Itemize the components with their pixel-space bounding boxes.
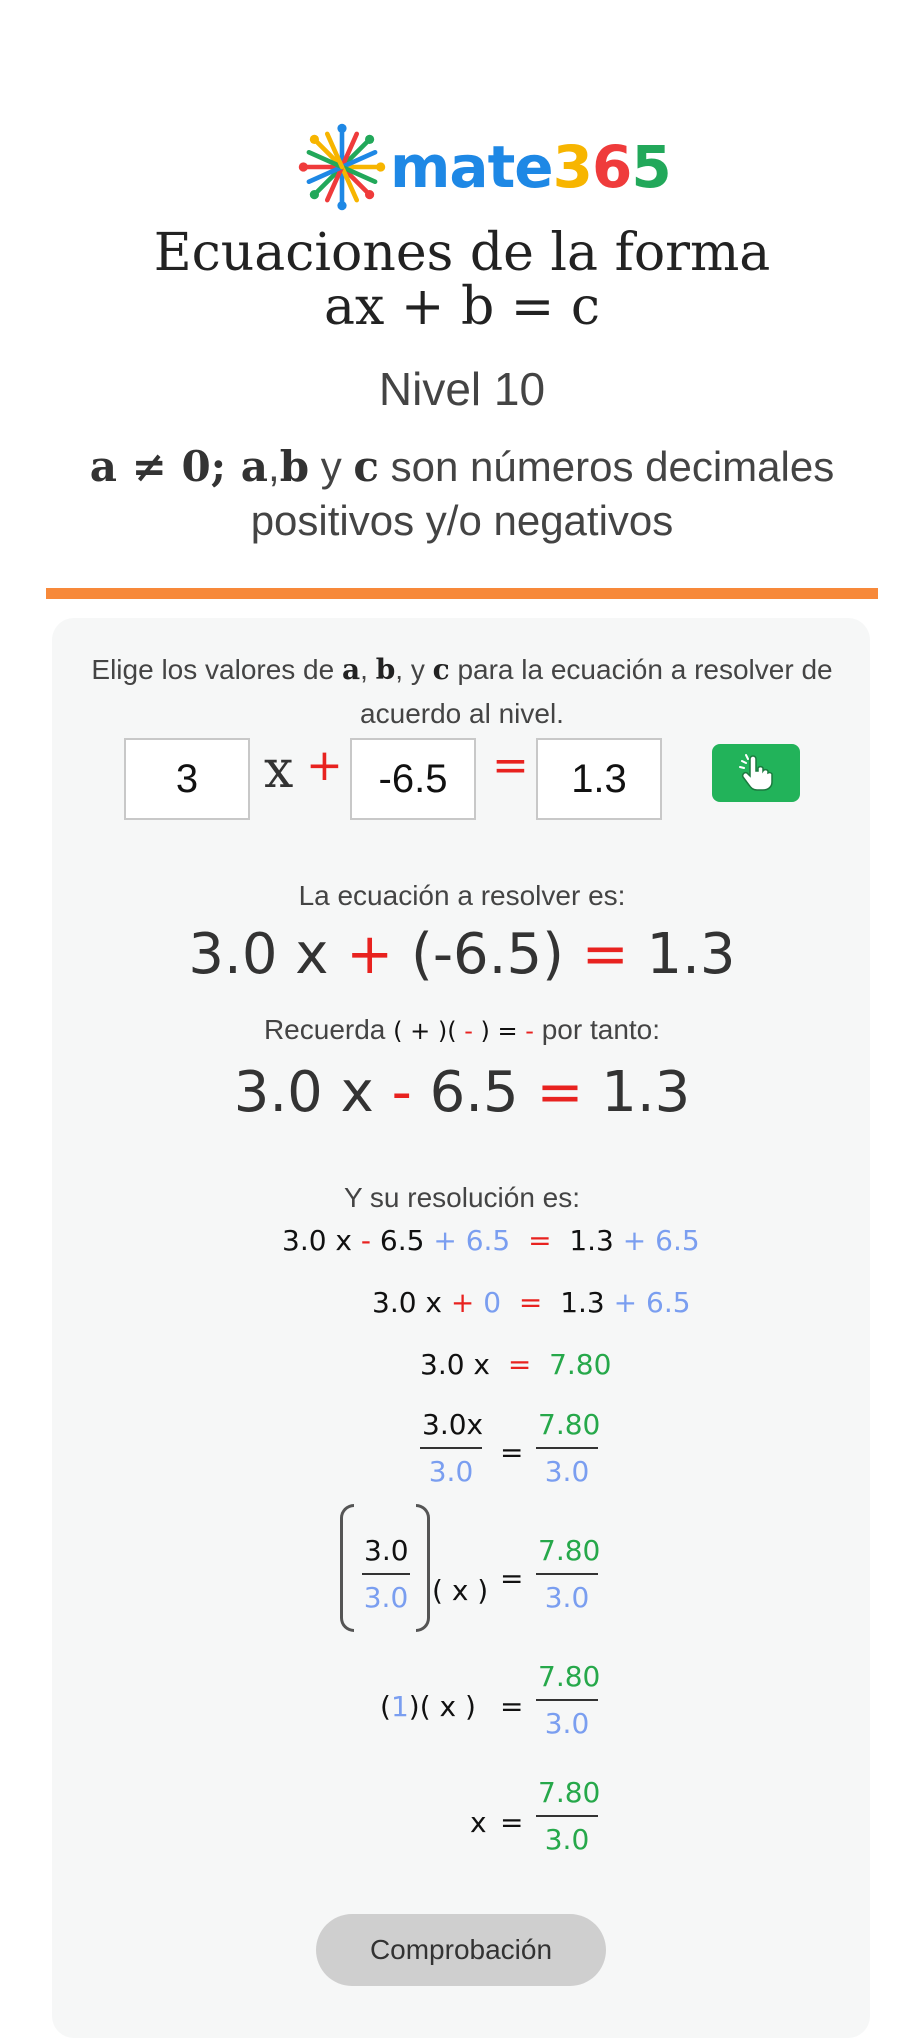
- s2-zero: 0: [483, 1286, 502, 1319]
- eq-a: 3.0: [188, 922, 278, 987]
- s6-eq: =: [500, 1690, 524, 1723]
- simp-x: x: [340, 1060, 374, 1125]
- s4-den-r: 3.0: [544, 1455, 590, 1488]
- flower-logo-icon: [296, 121, 388, 213]
- header: [0, 0, 924, 600]
- b-value-input[interactable]: -6.5: [350, 738, 476, 820]
- s6-close: ): [408, 1690, 420, 1723]
- resolution-step-1: [282, 1224, 700, 1257]
- title-line-1: Ecuaciones de la forma: [153, 223, 771, 283]
- sign-rule: ( + )( - ) = -: [393, 1017, 534, 1045]
- resolution-step-3: [420, 1348, 611, 1381]
- simp-minus: -: [391, 1060, 412, 1125]
- reminder-pre: Recuerda: [263, 1014, 386, 1045]
- s7-den-r: 3.0: [544, 1823, 590, 1856]
- s5-den-l: 3.0: [363, 1581, 409, 1614]
- s1-minus: -: [360, 1224, 372, 1257]
- a-value-input[interactable]: 3: [124, 738, 250, 820]
- submit-values-button[interactable]: [712, 744, 800, 802]
- instr-c: c: [432, 653, 450, 686]
- s1-rhs-add: + 6.5: [622, 1224, 700, 1257]
- resolution-label: Y su resolución es:: [343, 1182, 581, 1213]
- exercise-panel: [52, 618, 870, 2038]
- s6-den-r: 3.0: [544, 1707, 590, 1740]
- right-big-paren: [416, 1504, 430, 1632]
- s5-rhs-fraction: [536, 1534, 601, 1614]
- s3-rhs: 7.80: [549, 1348, 612, 1381]
- eq-x: x: [295, 922, 329, 987]
- brand-wordmark: [390, 133, 671, 201]
- s4-den-l: 3.0: [428, 1455, 474, 1488]
- s1-add: + 6.5: [433, 1224, 511, 1257]
- desc-line-2: positivos y/o negativos: [250, 497, 674, 544]
- s7-rhs-fraction: [536, 1776, 601, 1856]
- brand-logo[interactable]: [296, 122, 671, 212]
- simplified-equation: [0, 1060, 924, 1125]
- page-title: [0, 223, 924, 337]
- s5-den-r: 3.0: [544, 1581, 590, 1614]
- s6-x: ( x ): [419, 1690, 476, 1723]
- eq-plus: +: [346, 922, 394, 987]
- instr-a: a: [341, 653, 361, 686]
- instruction-text: Elige los valores de a, b, y c para la ecuación a resolver de acuerdo al nivel.: [91, 653, 833, 729]
- reminder-post: por tanto:: [541, 1014, 661, 1045]
- s2-rhs: 1.3: [560, 1286, 605, 1319]
- s3-eq: =: [507, 1348, 532, 1381]
- s1-rhs: 1.3: [569, 1224, 614, 1257]
- s4-lhs-fraction: [420, 1408, 482, 1488]
- s6-rhs-fraction: [536, 1660, 601, 1740]
- simp-equals: =: [536, 1060, 584, 1125]
- s6-one: 1: [390, 1690, 409, 1723]
- simp-a: 3.0: [233, 1060, 323, 1125]
- title-line-2: ax + b = c: [324, 277, 600, 337]
- resolution-step-6-lhs: [380, 1690, 476, 1723]
- left-big-paren: [340, 1504, 354, 1632]
- brand-mate: mate: [390, 133, 553, 201]
- s2-lhs: 3.0 x: [372, 1286, 442, 1319]
- instr-b: b: [375, 653, 396, 686]
- s4-rhs-fraction: [536, 1408, 601, 1488]
- equals-symbol: =: [492, 740, 529, 791]
- c-value-input[interactable]: 1.3: [536, 738, 662, 820]
- simp-c: 1.3: [601, 1060, 691, 1125]
- equation-display: [0, 922, 924, 987]
- orange-divider: [46, 588, 878, 599]
- brand-5: 5: [631, 133, 671, 201]
- s4-num-l: 3.0x: [422, 1408, 484, 1441]
- desc-a-nonzero: a ≠ 0; a: [89, 442, 269, 491]
- level-label: Nivel 10: [378, 363, 546, 415]
- s6-open: (: [380, 1690, 391, 1723]
- s2-eq: =: [518, 1286, 543, 1319]
- eq-equals: =: [581, 922, 629, 987]
- s1-eq: =: [528, 1224, 552, 1257]
- brand-6: 6: [592, 133, 632, 201]
- s2-plus: +: [450, 1286, 475, 1319]
- desc-c: c: [353, 442, 379, 491]
- s3-lhs: 3.0 x: [420, 1348, 490, 1381]
- resolution-step-2: [372, 1286, 691, 1319]
- x-symbol: x: [264, 740, 294, 800]
- s5-eq: =: [500, 1562, 524, 1595]
- desc-b: b: [279, 442, 310, 491]
- instr-pre: Elige los valores de: [91, 654, 342, 685]
- s1-b: 6.5: [379, 1224, 425, 1257]
- s7-num-r: 7.80: [538, 1776, 601, 1809]
- s7-eq: =: [500, 1806, 524, 1839]
- s7-x: x: [470, 1806, 487, 1839]
- brand-3: 3: [552, 133, 592, 201]
- eq-c: 1.3: [646, 922, 736, 987]
- hand-pointer-icon: [734, 751, 778, 795]
- eq-b: (-6.5): [410, 922, 564, 987]
- s4-num-r: 7.80: [538, 1408, 601, 1441]
- simp-b: 6.5: [429, 1060, 519, 1125]
- check-button[interactable]: Comprobación: [316, 1914, 606, 1986]
- s1-lhs: 3.0 x: [282, 1224, 352, 1257]
- s5-num-l: 3.0: [364, 1534, 409, 1567]
- s2-rhs-add: + 6.5: [613, 1286, 691, 1319]
- reminder-text: [0, 1014, 924, 1046]
- s5-x: ( x ): [432, 1574, 489, 1607]
- equation-label: La ecuación a resolver es:: [298, 880, 626, 911]
- s6-num-r: 7.80: [538, 1660, 601, 1693]
- s5-num-r: 7.80: [538, 1534, 601, 1567]
- desc-rest: son números decimales: [378, 443, 835, 490]
- plus-symbol: +: [306, 740, 343, 791]
- s5-lhs-fraction: [362, 1534, 410, 1614]
- level-description: a ≠ 0; a,b y c son números decimales positivos y/o negativos: [89, 442, 835, 544]
- instr-post: para la ecuación a resolver de acuerdo al nivel.: [360, 654, 833, 729]
- s4-eq: =: [500, 1436, 524, 1469]
